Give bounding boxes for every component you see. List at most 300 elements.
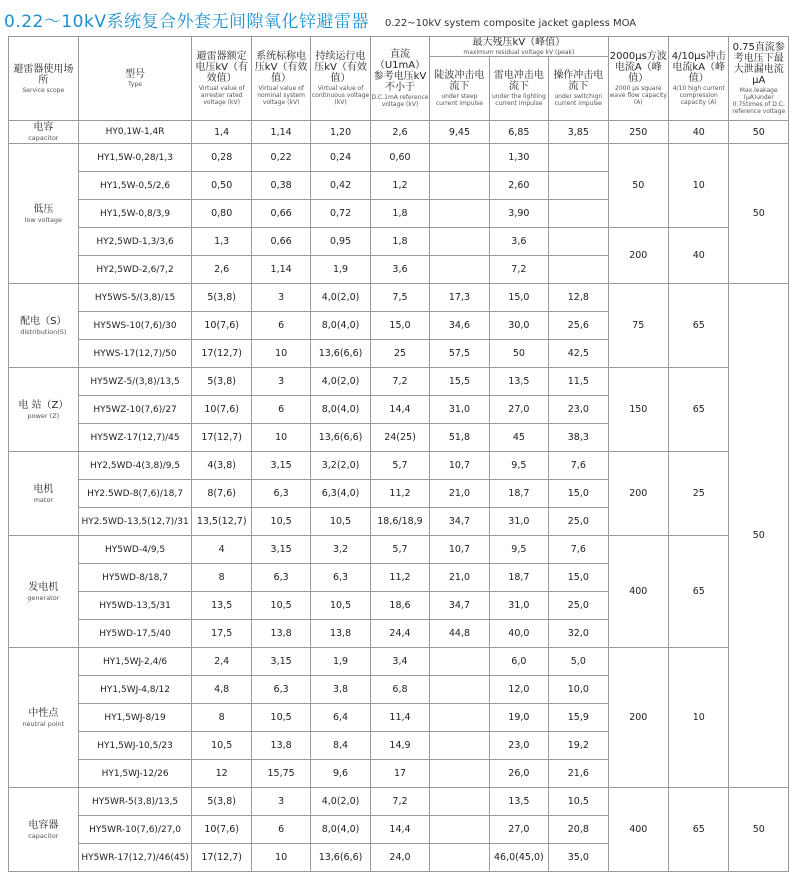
scope-en: capacitor [28,831,59,840]
cont-cell: 13,8 [311,620,370,648]
header-continuous-cn: 持续运行电压kV（有效值） [314,51,367,84]
scope-cell [9,144,79,284]
switch-cell: 5,0 [549,648,608,676]
nominal-cell: 0,38 [251,172,310,200]
steep-cell [430,844,489,872]
steep-cell [430,676,489,704]
nominal-cell: 6 [251,396,310,424]
table-row [9,452,789,480]
switch-cell: 15,9 [549,704,608,732]
dc-cell: 5,7 [370,536,429,564]
table-row [9,144,789,172]
light-cell: 3,6 [489,228,548,256]
dc-cell: 24,4 [370,620,429,648]
cont-cell: 13,6(6,6) [311,424,370,452]
rated-cell: 10(7,6) [192,816,251,844]
cont-cell: 0,42 [311,172,370,200]
header-lightning-cn: 雷电冲击电流下 [493,70,544,92]
header-nominal-cn: 系统标称电压kV（有效值） [254,51,308,84]
cont-cell: 3,8 [311,676,370,704]
rated-cell: 17,5 [192,620,251,648]
dc-cell: 1,2 [370,172,429,200]
table-row [9,284,789,312]
header-switching [549,57,608,121]
rated-cell: 13,5 [192,592,251,620]
light-cell: 40,0 [489,620,548,648]
type-cell: HY0,1W-1,4R [78,121,192,144]
cont-cell: 3,2(2,0) [311,452,370,480]
switch-cell: 20,8 [549,816,608,844]
nominal-cell: 3 [251,284,310,312]
steep-cell [430,648,489,676]
leakage-cell: 50 [729,284,789,788]
switch-cell: 19,2 [549,732,608,760]
type-cell: HY5WD-17,5/40 [78,620,192,648]
steep-cell: 31,0 [430,396,489,424]
scope-cell [9,648,79,788]
rated-cell: 4(3,8) [192,452,251,480]
rated-cell: 10,5 [192,732,251,760]
title-english: 0.22~10kV system composite jacket gapless MOA [384,18,637,29]
dc-cell: 5,7 [370,452,429,480]
light-cell: 27,0 [489,816,548,844]
nominal-cell: 6 [251,312,310,340]
rated-cell: 5(3,8) [192,368,251,396]
steep-cell: 34,7 [430,592,489,620]
switch-cell: 11,5 [549,368,608,396]
table-row [9,121,789,144]
nominal-cell: 0,66 [251,200,310,228]
switch-cell [549,144,608,172]
scope-cell [9,368,79,452]
dc-cell: 14,4 [370,396,429,424]
impulse-cell: 40 [669,121,729,144]
steep-cell [430,172,489,200]
header-square-cn: 2000μs方波电流A（峰值） [609,51,667,84]
header-leakage-cn: 0.75直流参考电压下最大泄漏电流μA [732,42,785,86]
switch-cell: 25,6 [549,312,608,340]
light-cell: 18,7 [489,564,548,592]
cont-cell: 4,0(2,0) [311,788,370,816]
steep-cell: 15,5 [430,368,489,396]
scope-cell [9,536,79,648]
switch-cell: 10,0 [549,676,608,704]
impulse-cell: 25 [669,452,729,536]
type-cell: HY1,5WJ-8/19 [78,704,192,732]
scope-en: generator [27,593,60,602]
switch-cell: 7,6 [549,536,608,564]
scope-cell [9,121,79,144]
steep-cell [430,704,489,732]
dc-cell: 7,2 [370,788,429,816]
dc-cell: 17 [370,760,429,788]
cont-cell: 8,0(4,0) [311,816,370,844]
header-impulse [669,37,729,121]
nominal-cell: 0,66 [251,228,310,256]
type-cell: HY5WR-5(3,8)/13,5 [78,788,192,816]
type-cell: HY5WZ-10(7,6)/27 [78,396,192,424]
switch-cell: 7,6 [549,452,608,480]
switch-cell: 38,3 [549,424,608,452]
dc-cell: 11,2 [370,480,429,508]
scope-cn: 发电机 [28,581,59,593]
cont-cell: 8,0(4,0) [311,396,370,424]
scope-en: power (Z) [27,411,60,420]
dc-cell: 14,4 [370,816,429,844]
steep-cell: 21,0 [430,564,489,592]
light-cell: 50 [489,340,548,368]
type-cell: HY5WS-10(7,6)/30 [78,312,192,340]
light-cell: 26,0 [489,760,548,788]
scope-cell [9,788,79,872]
nominal-cell: 6,3 [251,480,310,508]
header-type [78,37,192,121]
nominal-cell: 3 [251,788,310,816]
header-impulse-cn: 4/10μs冲击电流kA（峰值） [671,51,726,84]
cont-cell: 6,3 [311,564,370,592]
type-cell: HY1,5WJ-10,5/23 [78,732,192,760]
square-cell: 400 [608,536,668,648]
steep-cell: 10,7 [430,452,489,480]
light-cell: 9,5 [489,452,548,480]
type-cell: HY5WR-17(12,7)/46(45) [78,844,192,872]
dc-cell: 18,6/18,9 [370,508,429,536]
header-square-en: 2000 μs square wave flow capacity (A) [609,85,667,106]
steep-cell [430,732,489,760]
rated-cell: 8 [192,704,251,732]
header-scope-en: Service scope [22,86,65,94]
scope-cn: 配电（S） [20,315,67,327]
scope-cn: 电 站（Z） [18,399,69,411]
nominal-cell: 6,3 [251,564,310,592]
rated-cell: 10(7,6) [192,396,251,424]
rated-cell: 10(7,6) [192,312,251,340]
dc-cell: 3,6 [370,256,429,284]
cont-cell: 4,0(2,0) [311,368,370,396]
table-row [9,788,789,816]
nominal-cell: 3,15 [251,536,310,564]
switch-cell: 25,0 [549,592,608,620]
light-cell: 6,0 [489,648,548,676]
nominal-cell: 15,75 [251,760,310,788]
spec-table [8,36,789,872]
light-cell: 6,85 [489,121,548,144]
leakage-cell: 50 [729,788,789,872]
header-steep [430,57,489,121]
cont-cell: 10,5 [311,508,370,536]
title-chinese: 0.22～10kV系统复合外套无间隙氧化锌避雷器 [4,12,369,32]
light-cell: 46,0(45,0) [489,844,548,872]
rated-cell: 0,50 [192,172,251,200]
nominal-cell: 10,5 [251,592,310,620]
steep-cell [430,256,489,284]
rated-cell: 5(3,8) [192,284,251,312]
cont-cell: 13,6(6,6) [311,340,370,368]
dc-cell: 15,0 [370,312,429,340]
header-rated [192,37,251,121]
light-cell: 45 [489,424,548,452]
dc-cell: 24,0 [370,844,429,872]
cont-cell: 0,95 [311,228,370,256]
rated-cell: 17(12,7) [192,340,251,368]
type-cell: HY1,5WJ-12/26 [78,760,192,788]
header-continuous [311,37,370,121]
impulse-cell: 65 [669,788,729,872]
switch-cell: 12,8 [549,284,608,312]
nominal-cell: 13,8 [251,732,310,760]
leakage-cell: 50 [729,121,789,144]
steep-cell [430,816,489,844]
rated-cell: 4 [192,536,251,564]
rated-cell: 1,3 [192,228,251,256]
switch-cell: 25,0 [549,508,608,536]
dc-cell: 7,2 [370,368,429,396]
steep-cell: 9,45 [430,121,489,144]
scope-cn: 电机 [33,483,54,495]
type-cell: HY2,5WD-4(3,8)/9,5 [78,452,192,480]
header-impulse-en: 4/10 high current compression capacity (A) [672,85,725,106]
dc-cell: 25 [370,340,429,368]
scope-cell [9,452,79,536]
rated-cell: 17(12,7) [192,424,251,452]
header-square [608,37,668,121]
rated-cell: 8 [192,564,251,592]
type-cell: HY5WD-8/18,7 [78,564,192,592]
nominal-cell: 0,22 [251,144,310,172]
cont-cell: 1,9 [311,648,370,676]
header-residual-cn: 最大残压kV（峰值） [472,37,566,48]
cont-cell: 8,4 [311,732,370,760]
steep-cell: 57,5 [430,340,489,368]
impulse-cell: 65 [669,368,729,452]
type-cell: HY5WR-10(7,6)/27,0 [78,816,192,844]
type-cell: HY1,5W-0,28/1,3 [78,144,192,172]
rated-cell: 0,28 [192,144,251,172]
light-cell: 30,0 [489,312,548,340]
switch-cell: 3,85 [549,121,608,144]
header-continuous-en: Virtual value of continuous voltage (kV) [311,85,370,106]
header-type-en: Type [128,81,142,88]
steep-cell: 10,7 [430,536,489,564]
nominal-cell: 6,3 [251,676,310,704]
light-cell: 1,30 [489,144,548,172]
rated-cell: 1,4 [192,121,251,144]
dc-cell: 2,6 [370,121,429,144]
type-cell: HY5WD-13,5/31 [78,592,192,620]
rated-cell: 4,8 [192,676,251,704]
header-scope-cn: 避雷器使用场所 [13,63,74,86]
steep-cell [430,228,489,256]
steep-cell [430,760,489,788]
header-residual [430,37,608,57]
type-cell: HY5WZ-5/(3,8)/13,5 [78,368,192,396]
type-cell: HY1,5W-0,5/2,6 [78,172,192,200]
header-type-cn: 型号 [125,69,146,80]
header-steep-cn: 陡波冲击电流下 [434,70,485,92]
nominal-cell: 10,5 [251,508,310,536]
switch-cell [549,256,608,284]
rated-cell: 13,5(12,7) [192,508,251,536]
steep-cell: 34,6 [430,312,489,340]
type-cell: HY1,5WJ-2,4/6 [78,648,192,676]
scope-cn: 低压 [33,203,54,215]
scope-en: low voltage [24,215,63,224]
type-cell: HYWS-17(12,7)/50 [78,340,192,368]
header-switching-en: under switchign current impulse [554,93,603,107]
switch-cell: 35,0 [549,844,608,872]
table-row [9,368,789,396]
header-nominal [251,37,310,121]
scope-en: mator [33,495,54,504]
type-cell: HY2,5WD-1,3/3,6 [78,228,192,256]
square-cell: 200 [608,452,668,536]
rated-cell: 0,80 [192,200,251,228]
light-cell: 12,0 [489,676,548,704]
steep-cell: 51,8 [430,424,489,452]
switch-cell [549,228,608,256]
scope-en: capacitor [28,134,59,142]
cont-cell: 0,72 [311,200,370,228]
type-cell: HY5WS-5/(3,8)/15 [78,284,192,312]
header-dc-cn: 直流（U1mA）参考电压kV不小于 [373,49,427,93]
cont-cell: 6,4 [311,704,370,732]
cont-cell: 10,5 [311,592,370,620]
light-cell: 18,7 [489,480,548,508]
scope-cell [9,284,79,368]
cont-cell: 4,0(2,0) [311,284,370,312]
header-leakage-en: Max.leakage (μA)under 0.75times of D.C. reference voltage [732,87,786,115]
type-cell: HY2.5WD-13,5(12,7)/31 [78,508,192,536]
square-cell: 200 [608,648,668,788]
nominal-cell: 13,8 [251,620,310,648]
page-title [0,0,797,32]
nominal-cell: 10 [251,844,310,872]
type-cell: HY5WZ-17(12,7)/45 [78,424,192,452]
scope-en: distribution(S) [20,327,67,336]
square-cell: 200 [608,228,668,284]
light-cell: 31,0 [489,592,548,620]
header-steep-en: under steep current impulse [435,93,483,107]
dc-cell: 14,9 [370,732,429,760]
dc-cell: 11,2 [370,564,429,592]
nominal-cell: 3 [251,368,310,396]
light-cell: 31,0 [489,508,548,536]
type-cell: HY2.5WD-8(7,6)/18,7 [78,480,192,508]
cont-cell: 13,6(6,6) [311,844,370,872]
dc-cell: 1,8 [370,228,429,256]
light-cell: 27,0 [489,396,548,424]
scope-cn: 电容器 [28,819,59,831]
type-cell: HY2,5WD-2,6/7,2 [78,256,192,284]
header-leakage [729,37,789,121]
light-cell: 9,5 [489,536,548,564]
type-cell: HY1,5W-0,8/3,9 [78,200,192,228]
nominal-cell: 10 [251,340,310,368]
impulse-cell: 65 [669,536,729,648]
steep-cell: 21,0 [430,480,489,508]
cont-cell: 0,24 [311,144,370,172]
nominal-cell: 6 [251,816,310,844]
type-cell: HY1,5WJ-4,8/12 [78,676,192,704]
switch-cell: 10,5 [549,788,608,816]
rated-cell: 8(7,6) [192,480,251,508]
header-lightning [489,57,548,121]
header-residual-en: maximum residual voltage kV (peak) [463,49,575,56]
light-cell: 13,5 [489,368,548,396]
square-cell: 75 [608,284,668,368]
header-switching-cn: 操作冲击电流下 [553,70,604,92]
nominal-cell: 10 [251,424,310,452]
impulse-cell: 40 [669,228,729,284]
dc-cell: 7,5 [370,284,429,312]
scope-en: neutral point [22,719,65,728]
dc-cell: 6,8 [370,676,429,704]
square-cell: 400 [608,788,668,872]
steep-cell [430,788,489,816]
steep-cell: 44,8 [430,620,489,648]
steep-cell [430,200,489,228]
square-cell: 150 [608,368,668,452]
header-rated-cn: 避雷器额定电压kV（有效值） [195,51,248,84]
leakage-cell: 50 [729,144,789,284]
table-row [9,536,789,564]
light-cell: 7,2 [489,256,548,284]
cont-cell: 9,6 [311,760,370,788]
cont-cell: 1,9 [311,256,370,284]
steep-cell: 17,3 [430,284,489,312]
light-cell: 2,60 [489,172,548,200]
steep-cell: 34,7 [430,508,489,536]
dc-cell: 18,6 [370,592,429,620]
rated-cell: 5(3,8) [192,788,251,816]
switch-cell [549,200,608,228]
cont-cell: 3,2 [311,536,370,564]
cont-cell: 8,0(4,0) [311,312,370,340]
header-lightning-en: under the lighting current impulse [491,93,546,107]
nominal-cell: 1,14 [251,256,310,284]
header-nominal-en: Virtual value of nominal system voltage (kV) [257,85,305,106]
cont-cell: 6,3(4,0) [311,480,370,508]
nominal-cell: 3,15 [251,648,310,676]
square-cell: 250 [608,121,668,144]
impulse-cell: 10 [669,648,729,788]
header-rated-en: Virtual value of arrester rated voltage (kV) [198,85,245,106]
dc-cell: 1,8 [370,200,429,228]
light-cell: 13,5 [489,788,548,816]
switch-cell: 32,0 [549,620,608,648]
rated-cell: 2,4 [192,648,251,676]
impulse-cell: 10 [669,144,729,228]
rated-cell: 17(12,7) [192,844,251,872]
switch-cell: 15,0 [549,564,608,592]
type-cell: HY5WD-4/9,5 [78,536,192,564]
dc-cell: 24(25) [370,424,429,452]
dc-cell: 3,4 [370,648,429,676]
header-dc [370,37,429,121]
header-dc-en: D.C.1mA reference voltage (kV) [371,94,429,108]
header-scope [9,37,79,121]
table-row [9,648,789,676]
table-row [9,228,789,256]
impulse-cell: 65 [669,284,729,368]
nominal-cell: 3,15 [251,452,310,480]
cont-cell: 1,20 [311,121,370,144]
rated-cell: 2,6 [192,256,251,284]
switch-cell: 15,0 [549,480,608,508]
scope-cn: 电容 [33,122,54,133]
switch-cell: 23,0 [549,396,608,424]
light-cell: 19,0 [489,704,548,732]
